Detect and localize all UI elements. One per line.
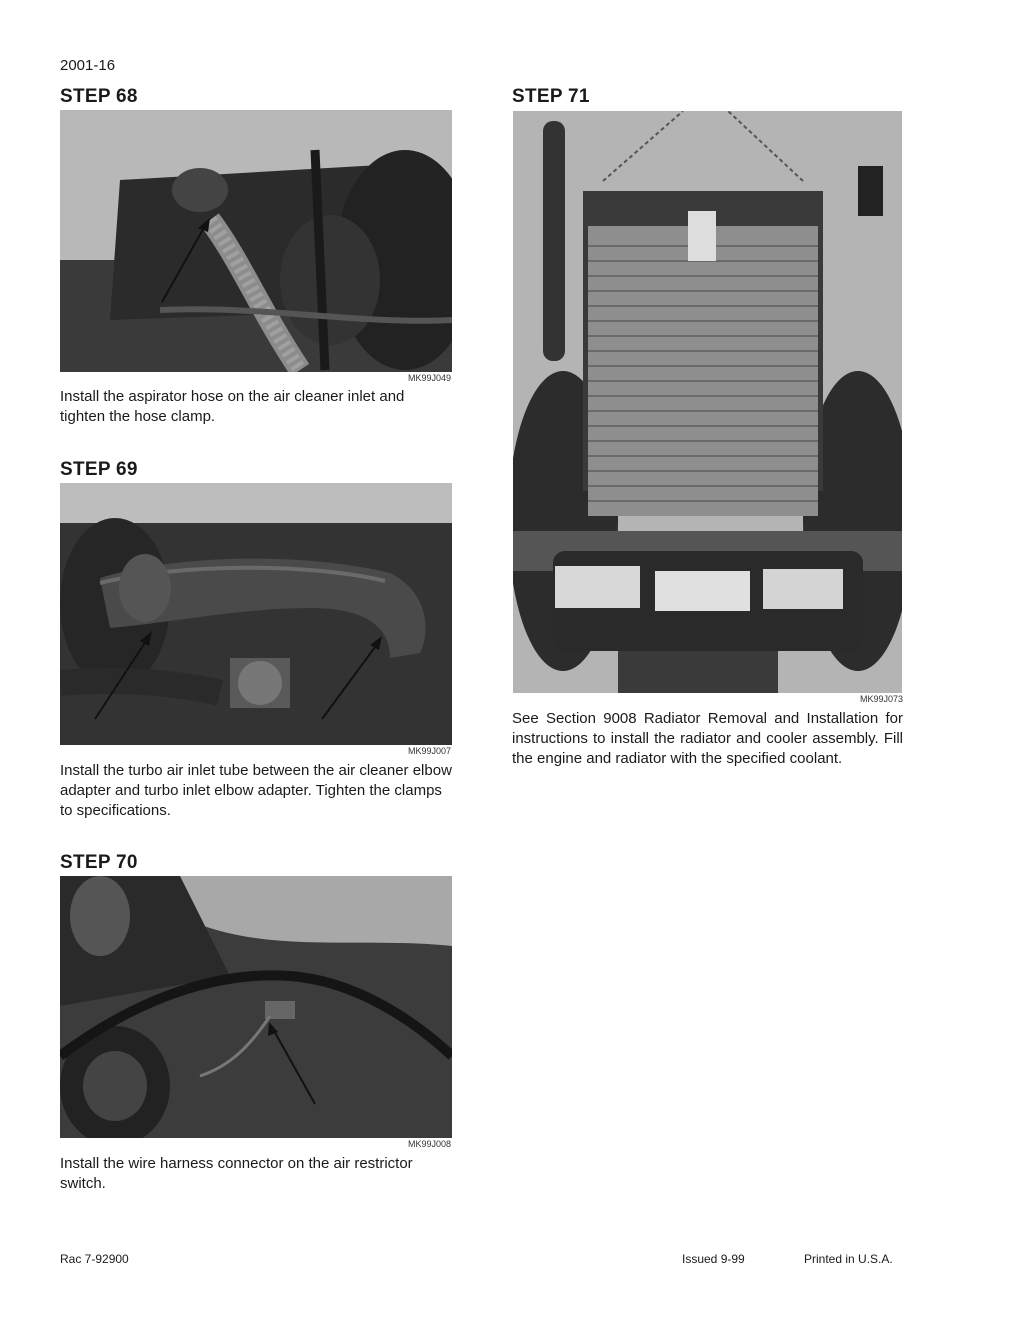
step-71-caption: See Section 9008 Radiator Removal and Installation for instructions to install the radiator and cooler assembly. Fill the engine and radiator with the specified coolant. <box>512 710 903 767</box>
step-70-heading: STEP 70 <box>60 852 138 873</box>
turbo-inlet-tube-illustration <box>60 483 452 745</box>
radiator-assembly-illustration <box>513 111 902 693</box>
step-70-photo <box>60 876 452 1138</box>
footer-document-reference: Rac 7-92900 <box>60 1252 129 1266</box>
step-71-photo <box>513 111 902 693</box>
step-69-photo <box>60 483 452 745</box>
step-70-figure-code: MK99J008 <box>407 1139 451 1149</box>
step-68-photo <box>60 110 452 372</box>
restrictor-switch-illustration <box>60 876 452 1138</box>
step-70-caption: Install the wire harness connector on the air restrictor switch. <box>60 1155 413 1192</box>
step-69-figure-code: MK99J007 <box>407 746 451 756</box>
footer-issued-date: Issued 9-99 <box>682 1252 745 1266</box>
step-71-figure-code: MK99J073 <box>859 694 903 704</box>
step-69-heading: STEP 69 <box>60 459 138 480</box>
aspirator-hose-illustration <box>60 110 452 372</box>
step-68-caption: Install the aspirator hose on the air cleaner inlet and tighten the hose clamp. <box>60 388 405 425</box>
step-68-heading: STEP 68 <box>60 86 138 107</box>
footer-printed-location: Printed in U.S.A. <box>804 1252 893 1266</box>
page-number: 2001-16 <box>60 57 116 74</box>
step-69-caption: Install the turbo air inlet tube between the air cleaner elbow adapter and turbo inlet elbow adapter. Tighten the clamps to specifications. <box>60 762 452 819</box>
step-71-heading: STEP 71 <box>512 86 590 107</box>
step-68-figure-code: MK99J049 <box>407 373 451 383</box>
